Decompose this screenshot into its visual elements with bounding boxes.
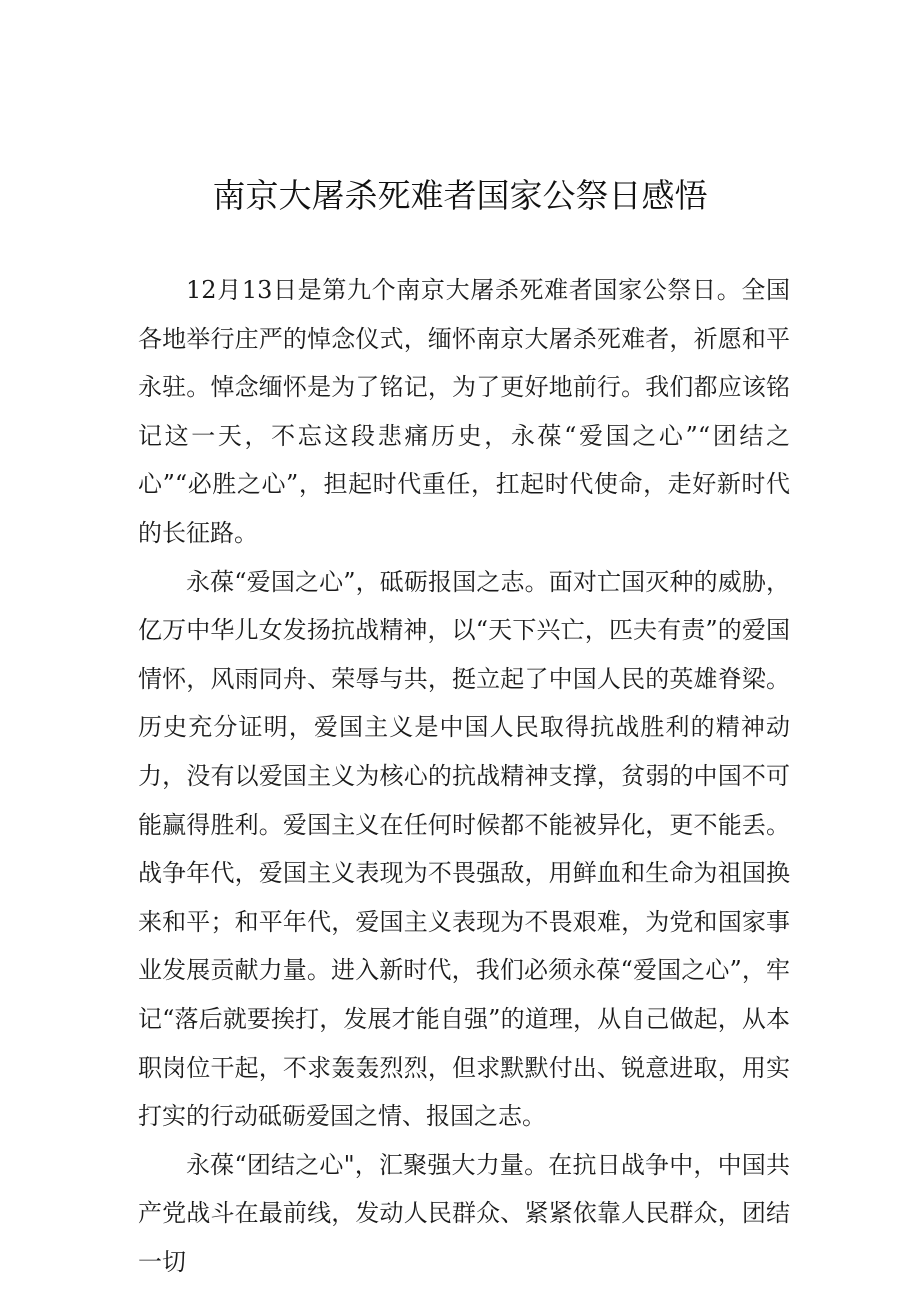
document-title: 南京大屠杀死难者国家公祭日感悟 [212,176,708,215]
paragraph-2: 永葆“爱国之心”，砥砺报国之志。面对亡国灭种的威胁，亿万中华儿女发扬抗战精神，以“天下兴亡，匹夫有责”的爱国情怀，风雨同舟、荣辱与共，挺立起了中国人民的英雄脊梁。历史充分证明，爱国主义是中国人民取得抗战胜利的精神动力，没有以爱国主义为核心的抗战精神支撑，贫弱的中国不可能赢得胜利。爱国主义在任何时候都不能被异化，更不能丢。战争年代，爱国主义表现为不畏强敌，用鲜血和生命为祖国换来和平；和平年代，爱国主义表现为不畏艰难，为党和国家事业发展贡献力量。进入新时代，我们必须永葆“爱国之心”，牢记“落后就要挨打，发展才能自强”的道理，从自己做起，从本职岗位干起，不求轰轰烈烈，但求默默付出、锐意进取，用实打实的行动砥砺爱国之情、报国之志。 [138,567,790,1131]
document-body [138,266,790,1286]
paragraph-1: 12月13日是第九个南京大屠杀死难者国家公祭日。全国各地举行庄严的悼念仪式，缅怀南京大屠杀死难者，祈愿和平永驻。悼念缅怀是为了铭记，为了更好地前行。我们都应该铭记这一天，不忘这段悲痛历史，永葆“爱国之心”“团结之心”“必胜之心”，担起时代重任，扛起时代使命，走好新时代的长征路。 [138,276,790,547]
paragraph-3: 永葆“团结之心"，汇聚强大力量。在抗日战争中，中国共产党战斗在最前线，发动人民群众、紧紧依靠人民群众，团结一切 [138,1150,790,1276]
